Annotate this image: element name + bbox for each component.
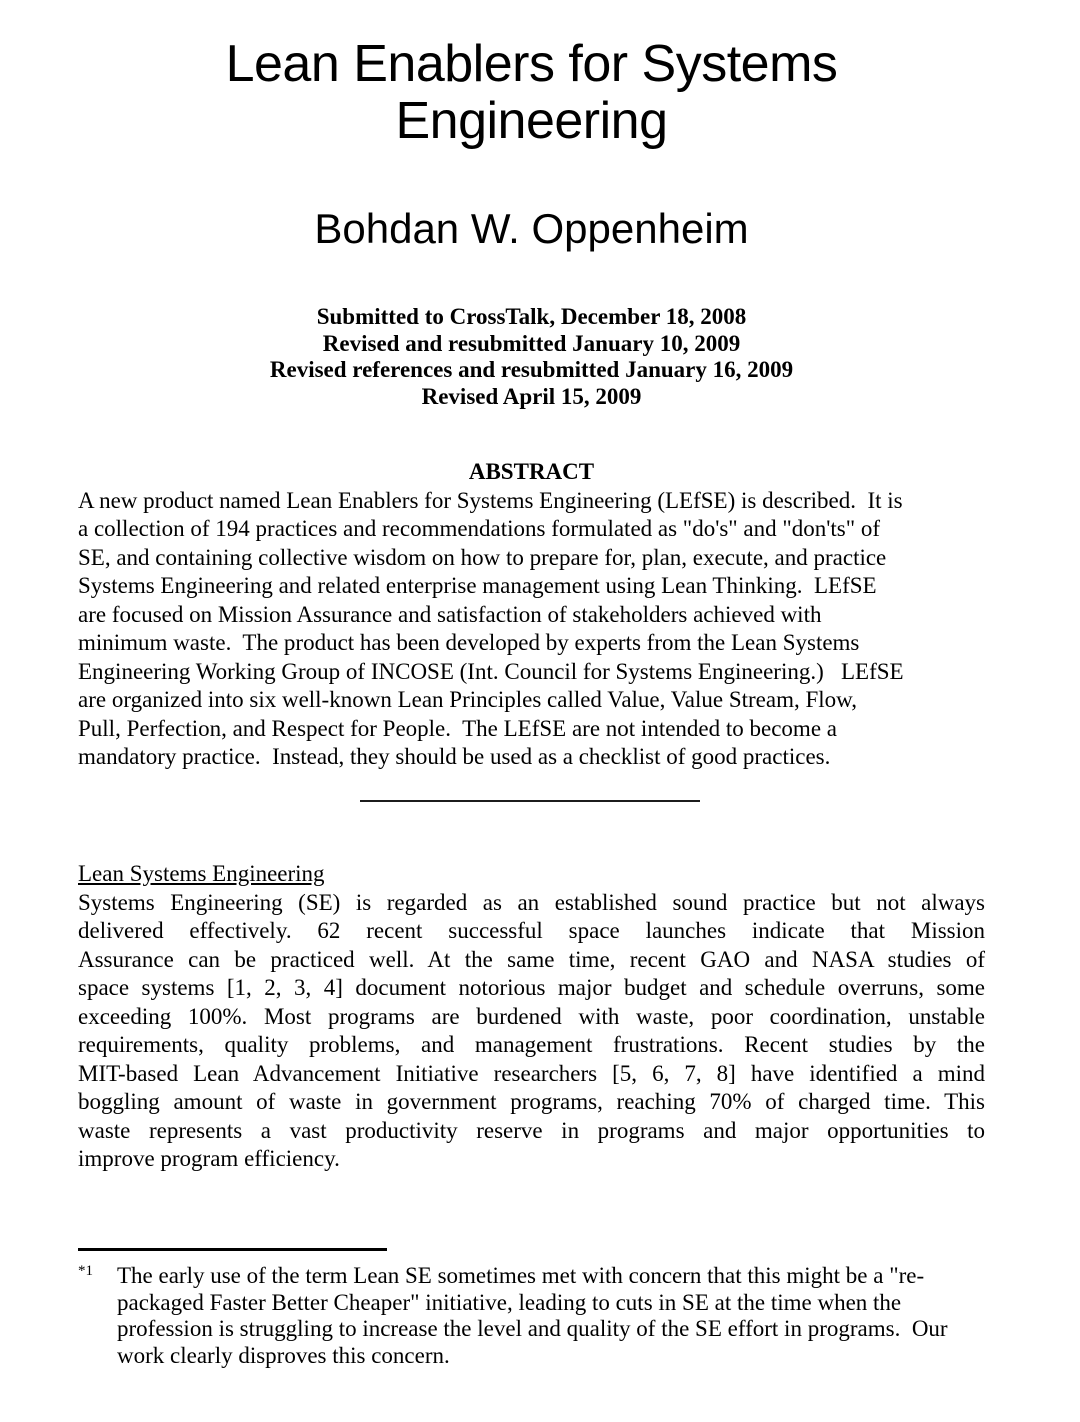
text-line: A new product named Lean Enablers for Systems Engineering (LEfSE) is described. It is — [78, 487, 903, 513]
text-line: Revised references and resubmitted January 16, 2009 — [269, 357, 794, 382]
text-line: Pull, Perfection, and Respect for People. The LEfSE are not intended to become a — [78, 715, 837, 741]
text-line: Engineering — [395, 92, 668, 150]
author-name: Bohdan W. Oppenheim — [314, 205, 749, 252]
text-line: minimum waste. The product has been developed by experts from the Lean Systems — [78, 630, 860, 655]
section-text — [78, 889, 985, 1174]
section-heading: Lean Systems Engineering — [78, 861, 325, 886]
text-line: are focused on Mission Assurance and satisfaction of stakeholders achieved with — [78, 601, 822, 627]
text-line: exceeding 100%. Most programs are burdened with waste, poor coordination, unstable — [78, 1003, 985, 1029]
text-line: Revised April 15, 2009 — [421, 383, 642, 409]
text-line: Assurance can be practiced well. At the same time, recent GAO and NASA studies of — [78, 946, 985, 972]
footnote — [78, 1263, 985, 1369]
text-line: mandatory practice. Instead, they should be used as a checklist of good practices. — [78, 744, 831, 769]
text-line: Revised and resubmitted January 10, 2009 — [322, 330, 741, 356]
text-line: Systems Engineering and related enterprise management using Lean Thinking. LEfSE — [78, 573, 877, 598]
text-line: improve program efficiency. — [78, 1146, 340, 1171]
text-line: are organized into six well-known Lean Principles called Value, Value Stream, Flow, — [78, 687, 858, 712]
text-line: Engineering Working Group of INCOSE (Int. Council for Systems Engineering.) LEfSE — [78, 658, 904, 684]
footnote-divider-line — [78, 1248, 387, 1251]
text-line: boggling amount of waste in government programs, reaching 70% of charged time. This — [78, 1089, 985, 1114]
text-line: a collection of 194 practices and recommendations formulated as "do's" and "don'ts" of — [78, 516, 881, 541]
text-line: work clearly disproves this concern. — [117, 1342, 450, 1368]
text-line: Lean Enablers for Systems — [225, 35, 838, 93]
text-line: MIT-based Lean Advancement Initiative researchers [5, 6, 7, 8] have identified a mind — [78, 1060, 985, 1086]
abstract-text — [78, 487, 985, 772]
submission-history — [78, 304, 985, 410]
text-line: The early use of the term Lean SE sometimes met with concern that this might be a "re- — [117, 1263, 925, 1288]
text-line: waste represents a vast productivity reserve in programs and major opportunities to — [78, 1117, 985, 1143]
lean-systems-engineering-section — [78, 860, 985, 1174]
abstract-section — [78, 458, 985, 772]
text-line: packaged Faster Better Cheaper" initiative, leading to cuts in SE at the time when the — [117, 1289, 902, 1315]
text-line: space systems [1, 2, 3, 4] document notorious major budget and schedule overruns, some — [78, 975, 985, 1000]
footnote-marker: *1 — [78, 1263, 93, 1279]
document-title — [78, 36, 985, 150]
text-line: requirements, quality problems, and management frustrations. Recent studies by the — [78, 1032, 985, 1057]
footnote-text — [117, 1263, 985, 1369]
text-line: profession is struggling to increase the level and quality of the SE effort in programs. Our — [117, 1316, 948, 1341]
text-line: delivered effectively. 62 recent successful space launches indicate that Mission — [78, 918, 985, 943]
text-line: SE, and containing collective wisdom on how to prepare for, plan, execute, and practice — [78, 544, 887, 570]
text-line: Systems Engineering (SE) is regarded as an established sound practice but not always — [78, 889, 985, 915]
abstract-heading: ABSTRACT — [468, 459, 595, 484]
text-line: Submitted to CrossTalk, December 18, 2008 — [316, 304, 747, 329]
section-divider-line — [360, 800, 700, 802]
